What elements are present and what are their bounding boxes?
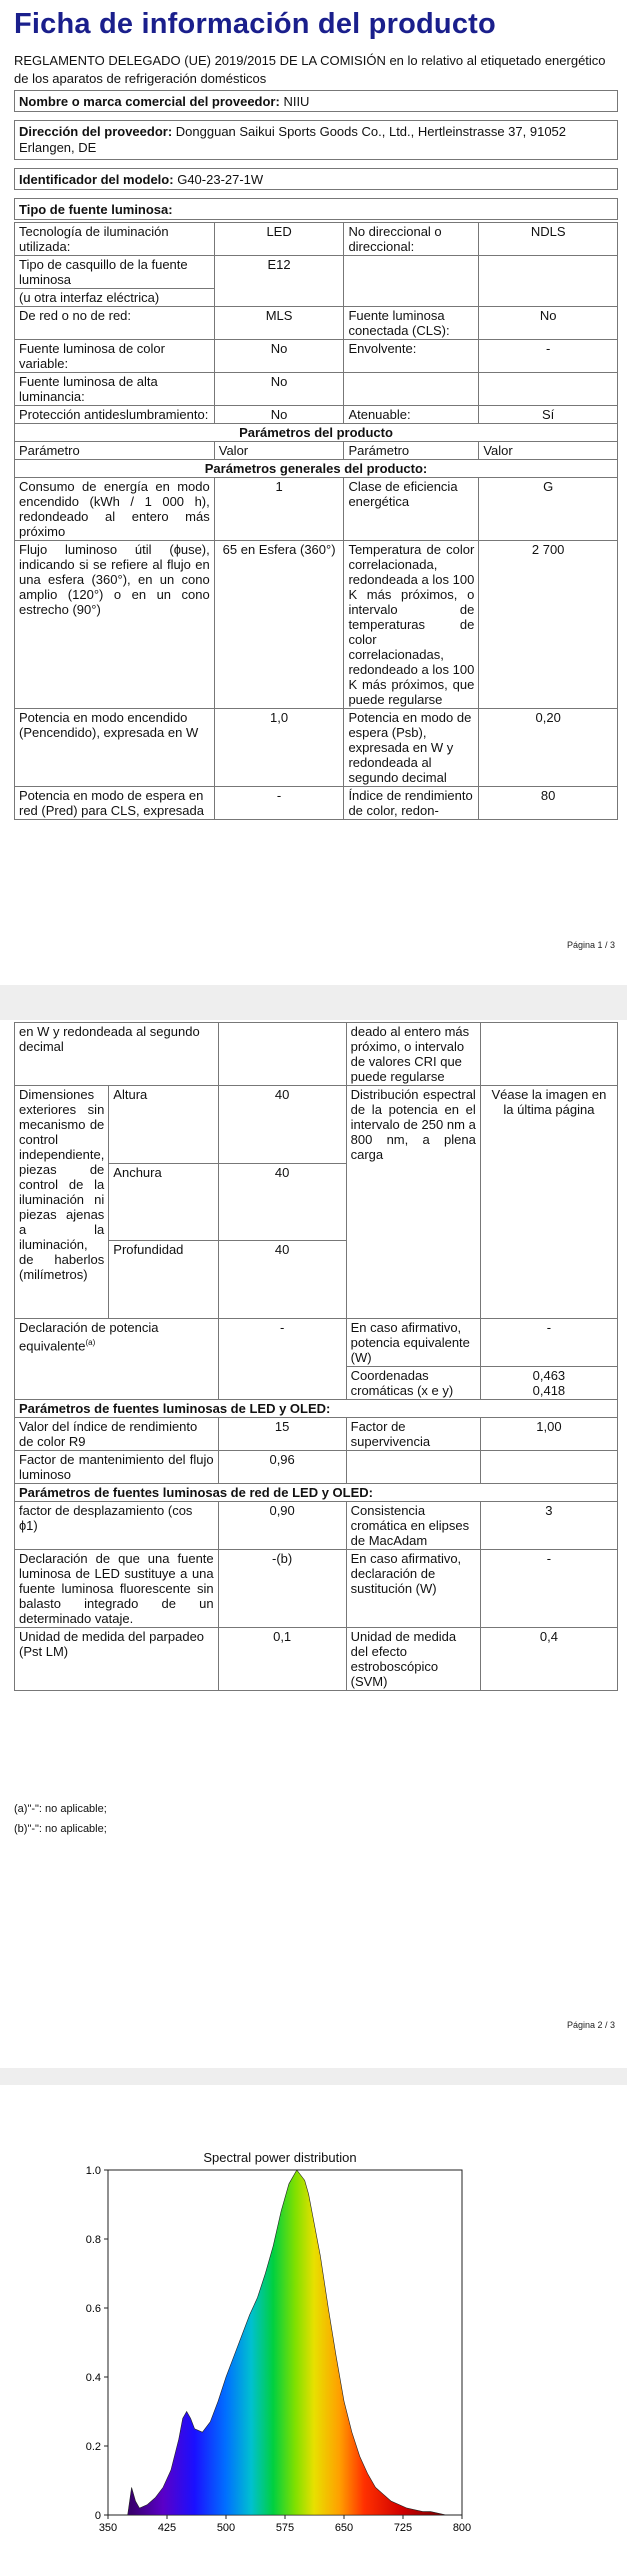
cell: Índice de rendimiento de color, redon-	[344, 787, 479, 820]
table-row	[15, 307, 618, 340]
regulation-text: REGLAMENTO DELEGADO (UE) 2019/2015 DE LA COMISIÓN en lo relativo al etiquetado energético de los aparatos de refrigeración domésticos	[14, 53, 606, 86]
cell	[218, 1023, 346, 1086]
table-row	[15, 1502, 618, 1550]
spectrum-area	[128, 2170, 447, 2515]
cell: E12	[214, 256, 344, 307]
spectral-chart	[0, 2160, 627, 2560]
cell: 0,4	[480, 1628, 617, 1691]
chromaticity-x: 0,463	[532, 1368, 566, 1383]
column-header: Parámetro	[344, 442, 479, 460]
y-tick-label: 0.8	[85, 2234, 101, 2246]
model-label: Identificador del modelo:	[19, 172, 174, 187]
brand-value: NIIU	[283, 94, 310, 109]
chart-title: Spectral power distribution	[203, 2150, 357, 2165]
cell: -	[479, 340, 618, 373]
table-row	[15, 442, 618, 460]
x-tick-label: 425	[157, 2522, 177, 2534]
x-tick-label: 575	[275, 2522, 295, 2534]
product-params-heading: Parámetros del producto	[15, 424, 618, 442]
y-tick-label: 1.0	[85, 2165, 101, 2177]
cell: 3	[480, 1502, 617, 1550]
table-row	[15, 787, 618, 820]
cell: Tecnología de iluminación utilizada:	[15, 223, 215, 256]
cell: -(b)	[218, 1550, 346, 1628]
table-row	[15, 1418, 618, 1451]
cell: Factor de mantenimiento del flujo luminoso	[15, 1451, 219, 1484]
cell: Fuente luminosa conectada (CLS):	[344, 307, 479, 340]
cell: -	[480, 1319, 617, 1367]
page-number: Página 2 / 3	[566, 2020, 615, 2030]
source-type-row	[14, 198, 618, 220]
x-tick-label: 500	[216, 2522, 236, 2534]
cell	[15, 1319, 219, 1400]
mains-led-params-heading: Parámetros de fuentes luminosas de red de LED y OLED:	[15, 1484, 618, 1502]
cell: 2 700	[479, 541, 618, 709]
cell: No	[214, 340, 344, 373]
table-row	[15, 1484, 618, 1502]
cell: 1,00	[480, 1418, 617, 1451]
cell	[480, 1023, 617, 1086]
cell: Potencia en modo de espera en red (Pred) para CLS, expresada	[15, 787, 215, 820]
x-tick-label: 800	[452, 2522, 472, 2534]
equiv-label: Declaración de potencia equivalente	[19, 1320, 159, 1354]
cell: Unidad de medida del parpadeo (Pst LM)	[15, 1628, 219, 1691]
cell	[344, 256, 479, 307]
table-row	[15, 1451, 618, 1484]
dimension-value: 40	[218, 1086, 346, 1164]
table-row	[15, 424, 618, 442]
table-row	[15, 256, 618, 289]
table-row	[15, 406, 618, 424]
cell: en W y redondeada al segundo decimal	[15, 1023, 219, 1086]
cell: No	[479, 307, 618, 340]
source-type-label: Tipo de fuente luminosa:	[19, 202, 173, 217]
cell: En caso afirmativo, potencia equivalente (W)	[346, 1319, 480, 1367]
cell: Potencia en modo de espera (Psb), expresada en W y redondeada al segundo decimal	[344, 709, 479, 787]
cell: NDLS	[479, 223, 618, 256]
cell: 0,1	[218, 1628, 346, 1691]
table-row	[15, 1319, 618, 1367]
y-tick-label: 0.2	[85, 2441, 101, 2453]
column-header: Valor	[214, 442, 344, 460]
cell: Fuente luminosa de color variable:	[15, 340, 215, 373]
chromaticity-y: 0,418	[532, 1383, 566, 1398]
cell: Consistencia cromática en elipses de MacAdam	[346, 1502, 480, 1550]
dimensions-label: Dimensiones exteriores sin mecanismo de control independiente, piezas de control de la iluminación ni piezas ajenas a la iluminación, de haberlos (milímetros)	[15, 1086, 109, 1319]
cell: Clase de eficiencia energética	[344, 478, 479, 541]
y-tick-label: 0.4	[85, 2372, 101, 2384]
cell: No	[214, 373, 344, 406]
table-row	[15, 340, 618, 373]
cell: G	[479, 478, 618, 541]
page-1	[0, 0, 627, 985]
model-value: G40-23-27-1W	[177, 172, 264, 187]
cell: Consumo de energía en modo encendido (kWh / 1 000 h), redondeado al entero más próximo	[15, 478, 215, 541]
column-header: Parámetro	[15, 442, 215, 460]
dimension-value: 40	[218, 1163, 346, 1241]
footnote-a: (a)"-": no aplicable;	[14, 1803, 107, 1815]
cell: Véase la imagen en la última página	[480, 1086, 617, 1319]
page-number: Página 1 / 3	[566, 940, 615, 950]
x-tick-label: 350	[98, 2522, 118, 2534]
cell: (u otra interfaz eléctrica)	[15, 289, 215, 307]
table-row	[15, 460, 618, 478]
cell: Coordenadas cromáticas (x e y)	[346, 1367, 480, 1400]
cell: No	[214, 406, 344, 424]
cell	[480, 1451, 617, 1484]
dimension-name: Profundidad	[109, 1241, 218, 1319]
cell: En caso afirmativo, declaración de sustitución (W)	[346, 1550, 480, 1628]
x-tick-label: 725	[393, 2522, 413, 2534]
table-row	[15, 1400, 618, 1418]
brand-label: Nombre o marca comercial del proveedor:	[19, 94, 280, 109]
dimension-name: Altura	[109, 1086, 218, 1164]
cell: Potencia en modo encendido (Pencendido), expresada en W	[15, 709, 215, 787]
cell: Factor de supervivencia	[346, 1418, 480, 1451]
cell: No direccional o direccional:	[344, 223, 479, 256]
cell: Protección antideslumbramiento:	[15, 406, 215, 424]
cell	[480, 1367, 617, 1400]
cell: Valor del índice de rendimiento de color R9	[15, 1418, 219, 1451]
y-tick-label: 0	[94, 2510, 101, 2522]
address-value: Dongguan Saikui Sports Goods Co., Ltd., Hertleinstrasse 37, 91052 Erlangen, DE	[19, 124, 567, 155]
dimension-name: Anchura	[109, 1163, 218, 1241]
cell	[346, 1451, 480, 1484]
table-row	[15, 1023, 618, 1086]
cell: Atenuable:	[344, 406, 479, 424]
led-params-heading: Parámetros de fuentes luminosas de LED y OLED:	[15, 1400, 618, 1418]
cell	[479, 373, 618, 406]
y-tick-label: 0.6	[85, 2303, 101, 2315]
dimension-value: 40	[218, 1241, 346, 1319]
table-row	[15, 1086, 618, 1164]
cell: LED	[214, 223, 344, 256]
cell: 0,90	[218, 1502, 346, 1550]
footnote-b: (b)"-": no aplicable;	[14, 1823, 107, 1835]
cell: Envolvente:	[344, 340, 479, 373]
cell: 1	[214, 478, 344, 541]
cell: Flujo luminoso útil (ɸuse), indicando si se refiere al flujo en una esfera (360°), en un cono amplio (120°) o en un cono estrecho (90°)	[15, 541, 215, 709]
brand-row	[14, 90, 618, 112]
table-row	[15, 1550, 618, 1628]
source-table	[14, 222, 618, 820]
cell: Declaración de que una fuente luminosa de LED sustituye a una fuente luminosa fluorescente sin balasto integrado de un determinado vataje.	[15, 1550, 219, 1628]
general-params-heading: Parámetros generales del producto:	[15, 460, 618, 478]
table-row	[15, 223, 618, 256]
table-row	[15, 1628, 618, 1691]
cell: 0,20	[479, 709, 618, 787]
cell: 0,96	[218, 1451, 346, 1484]
footnote-ref: (a)	[85, 1338, 96, 1347]
cell: 80	[479, 787, 618, 820]
column-header: Valor	[479, 442, 618, 460]
page-title: Ficha de información del producto	[14, 8, 496, 40]
cell: Unidad de medida del efecto estroboscópico (SVM)	[346, 1628, 480, 1691]
model-row	[14, 168, 618, 190]
cell: factor de desplazamiento (cos ɸ1)	[15, 1502, 219, 1550]
table-row	[15, 478, 618, 541]
cell: Temperatura de color correlacionada, redondeada a los 100 K más próximos, o intervalo de temperaturas de color correlacionadas, redondeado a los 100 K más próximos, que puede regularse	[344, 541, 479, 709]
cell: Fuente luminosa de alta luminancia:	[15, 373, 215, 406]
address-label: Dirección del proveedor:	[19, 124, 173, 139]
table-row	[15, 373, 618, 406]
params-table-continued	[14, 1022, 618, 1691]
page-2	[0, 1020, 627, 2068]
cell: Distribución espectral de la potencia en el intervalo de 250 nm a 800 nm, a plena carga	[346, 1086, 480, 1319]
table-row	[15, 541, 618, 709]
cell: 65 en Esfera (360°)	[214, 541, 344, 709]
cell: -	[480, 1550, 617, 1628]
cell	[344, 373, 479, 406]
cell: De red o no de red:	[15, 307, 215, 340]
cell: 1,0	[214, 709, 344, 787]
cell: MLS	[214, 307, 344, 340]
cell: -	[214, 787, 344, 820]
table-row	[15, 709, 618, 787]
cell: -	[218, 1319, 346, 1400]
cell	[479, 256, 618, 307]
cell: Sí	[479, 406, 618, 424]
cell: Tipo de casquillo de la fuente luminosa	[15, 256, 215, 289]
cell: deado al entero más próximo, o intervalo de valores CRI que puede regularse	[346, 1023, 480, 1086]
address-row	[14, 120, 618, 160]
x-tick-label: 650	[334, 2522, 354, 2534]
page-3	[0, 2085, 627, 2560]
cell: 15	[218, 1418, 346, 1451]
